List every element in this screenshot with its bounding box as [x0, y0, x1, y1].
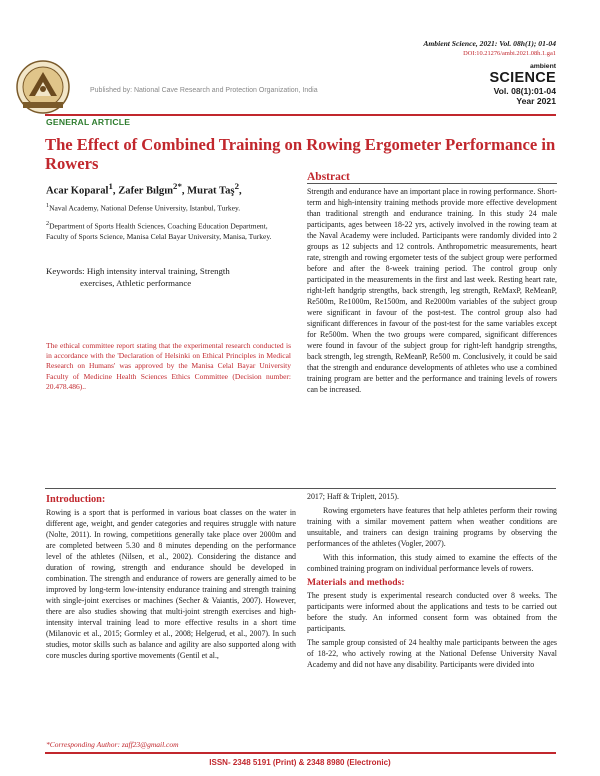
footer-rule: [45, 752, 556, 754]
author-name: Zafer Bılgın: [118, 185, 174, 197]
intro-paragraph: Rowing is a sport that is performed in various boat classes on the water in different age, weight, and gender categories and requires struggle with nature (Nolte, 2011). In rowing, competitions generally take place over 2000m and are completed between 5.30 and 8 minutes depending on the performance level of the athletes (Nilsen, et al., 2002). Considering the distance and duration of rowing, strength and endurance should be developed in combination. The strength and endurance of rowers are generally aimed to be improved by long-term low-intensity endurance training and strength training with single-joint exercises or machines (Secher & Vaiantis, 2007). However, there are also studies showing that multi-joint strength exercises and high-intensity interval training lead to more effective results in a short time (Milanovic et al., 2015; Gormley et al., 2008; Helgerud, et al., 2007). In such studies, motor skills such as balance and agility are also supported along with core muscles during sportive movements (Gentil et al.,: [46, 508, 296, 660]
article-category: GENERAL ARTICLE: [46, 117, 131, 127]
intro-heading: Introduction:: [46, 494, 106, 505]
publisher-line: Published by: National Cave Research and Protection Organization, India: [90, 87, 318, 94]
left-column: [46, 493, 296, 664]
methods-paragraph: The sample group consisted of 24 healthy male participants between the ages of 18-22, who actively rowing at the National Defense University Naval Academy and did not have any disability. Participants were divided into: [307, 638, 557, 669]
keywords-label: Keywords:: [46, 266, 85, 276]
brand-small: ambient: [529, 63, 556, 70]
corr-email[interactable]: zaff23@gmail.com: [121, 740, 179, 749]
article-title: The Effect of Combined Training on Rowing Ergometer Performance in Rowers: [45, 135, 556, 173]
abstract-text: Strength and endurance have an important place in rowing performance. Short-term and high-intensity training methods provide more effective development than traditional strength and endurance training. In this study 24 male participants, ages between 18-22 yrs, actively involved in the rowing team at the Naval Academy were included. Participants were randomly divided into 2 groups as 12 subjects and 12 controls. Anthropometric measurements, heart rate, strength and rowing ergometer tests of the subject group were performed before and after the 8-week training period. The control group only participated in the measurements in the first and last week. Resting heart rate, right-left handgrip strengths, back strength, leg strength, ReMaxP, ReMeanP, Re500m, Re1000m, Re1500m, and Re2000m variables of the subject group were significant in favour of the post-test. The control group also had significant differences in favour of the post-test for the same variables except for Re500m. When the two groups were compared, significant differences were found in favour of the subject group for right-left handgrip strengths, back strength, leg strength, ReMeanP, Re500 m. Conclusively, it could be said that the strength and endurance developments of athletes who use a combined training program are better and the performance and training levels of rowers can be increased.: [307, 187, 557, 394]
author-list: Acar Koparal$^1$, Zafer Bılgın$^{2*}$, Murat Taş$^2$,: [46, 181, 242, 197]
affiliation-1: [46, 201, 286, 214]
ethics-statement: The ethical committee report stating that the experimental research conducted is in accordance with the 'Declaration of Helsinki on Ethical Principles in Medical Research on Humans' was approved by the Manisa Celal Bayar University Faculty of Medicine Health Sciences Ethics Committee (Decision number: 20.478.486)..: [46, 341, 291, 391]
abstract-rule: [307, 183, 557, 184]
journal-citation: Ambient Science, 2021: Vol. 08h(1); 01-04: [423, 39, 556, 48]
keywords-line2: exercises, Athletic performance: [80, 278, 192, 288]
author-sup: 1: [108, 181, 113, 191]
intro-paragraph-cont: 2017; Haff & Triplett, 2015).: [307, 492, 399, 501]
brand-title: SCIENCE: [489, 70, 556, 86]
methods-paragraph: The present study is experimental research conducted over 8 weeks. The participants were informed about the applications and tests to be carried out before the study. An informed consent form was obtained from the participants.: [307, 591, 557, 633]
affiliation-text: Naval Academy, National Defense University, Istanbul, Turkey.: [49, 203, 241, 213]
doi-link[interactable]: DOI:10.21276/ambi.2021.08h.1.ga1: [463, 50, 556, 57]
corresponding-author: [46, 740, 179, 749]
journal-brand: [489, 63, 556, 106]
intro-paragraph: Rowing ergometers have features that help athletes perform their rowing training with a similar movement pattern when weather conditions are unsuitable, and trainers can design training programs by observing the performances of the athletes (Vogler, 2007).: [307, 506, 557, 548]
journal-logo-icon: [15, 58, 71, 118]
header-rule: [45, 114, 556, 116]
brand-year: Year 2021: [516, 96, 556, 106]
affiliation-sup: 1: [46, 202, 50, 209]
intro-paragraph: With this information, this study aimed to examine the effects of the combined training program on individual performance levels of rowers.: [307, 553, 557, 573]
author-name: Acar Koparal: [46, 185, 109, 197]
section-divider: [45, 488, 556, 489]
affiliation-sup: 2: [46, 220, 50, 227]
journal-reference: [423, 39, 556, 59]
methods-heading: Materials and methods:: [307, 577, 405, 588]
keywords-line1: High intensity interval training, Strength: [86, 266, 230, 276]
abstract-heading: Abstract: [307, 171, 350, 183]
author-name: Murat Taş: [187, 185, 235, 197]
issn-line: ISSN- 2348 5191 (Print) & 2348 8980 (Electronic): [209, 758, 391, 767]
keywords: [46, 265, 291, 289]
author-sup: 2*: [173, 181, 182, 191]
right-column: [307, 491, 557, 673]
affiliation-text: Department of Sports Health Sciences, Coaching Education Department, Faculty of Sports Science, Manisa Celal Bayar University, Manisa, Turkey.: [46, 221, 272, 241]
brand-volume: Vol. 08(1):01-04: [493, 86, 556, 96]
affiliation-2: [46, 219, 286, 242]
corr-label: *Corresponding Author:: [46, 740, 120, 749]
author-sup: 2: [234, 181, 239, 191]
